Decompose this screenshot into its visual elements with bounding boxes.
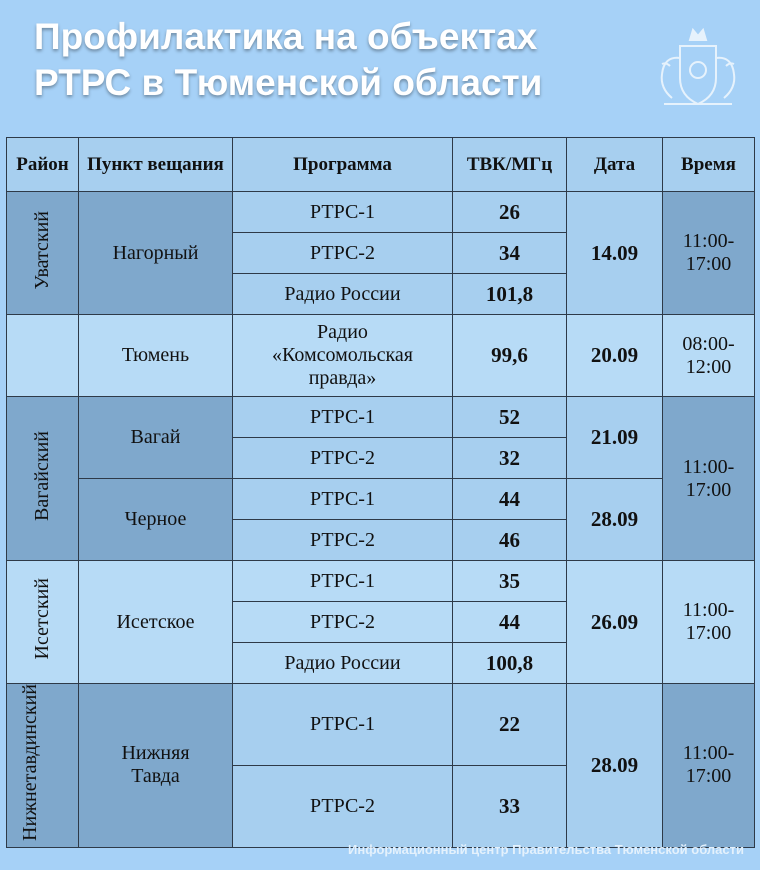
date-cell: 21.09 (567, 397, 663, 479)
table-header-row (7, 138, 755, 192)
freq-cell: 34 (453, 233, 567, 274)
maintenance-table (6, 137, 755, 848)
point-cell: Исетское (79, 561, 233, 684)
date-cell: 28.09 (567, 684, 663, 848)
point-cell: Черное (79, 479, 233, 561)
date-cell: 28.09 (567, 479, 663, 561)
program-cell: РТРС-2 (233, 520, 453, 561)
freq-cell: 99,6 (453, 315, 567, 397)
table-row (7, 561, 755, 602)
table-row (7, 192, 755, 233)
program-cell: РТРС-1 (233, 192, 453, 233)
header-point: Пункт вещания (79, 138, 233, 192)
freq-cell: 46 (453, 520, 567, 561)
program-cell: Радио России (233, 643, 453, 684)
page-title (34, 14, 634, 106)
date-cell: 20.09 (567, 315, 663, 397)
program-cell: РТРС-1 (233, 684, 453, 766)
time-cell: 08:00-12:00 (663, 315, 755, 397)
footer-credit: Информационный центр Правительства Тюменской области (348, 842, 744, 857)
program-cell: Радио «Комсомольская правда» (233, 315, 453, 397)
district-cell: Нижнетавдинский (7, 684, 79, 848)
freq-cell: 35 (453, 561, 567, 602)
freq-cell: 26 (453, 192, 567, 233)
program-cell: РТРС-1 (233, 561, 453, 602)
header-district: Район (7, 138, 79, 192)
date-cell: 26.09 (567, 561, 663, 684)
program-cell: РТРС-1 (233, 479, 453, 520)
district-cell: Уватский (7, 192, 79, 315)
freq-cell: 52 (453, 397, 567, 438)
time-cell: 11:00-17:00 (663, 684, 755, 848)
program-cell: РТРС-2 (233, 765, 453, 847)
title-line-2: РТРС в Тюменской области (34, 62, 543, 103)
time-cell: 11:00-17:00 (663, 561, 755, 684)
table-row (7, 397, 755, 438)
program-cell: Радио России (233, 274, 453, 315)
program-cell: РТРС-2 (233, 602, 453, 643)
freq-cell: 44 (453, 479, 567, 520)
program-cell: РТРС-2 (233, 233, 453, 274)
district-cell (7, 315, 79, 397)
freq-cell: 22 (453, 684, 567, 766)
date-cell: 14.09 (567, 192, 663, 315)
freq-cell: 101,8 (453, 274, 567, 315)
point-cell: Вагай (79, 397, 233, 479)
program-cell: РТРС-2 (233, 438, 453, 479)
time-cell: 11:00-17:00 (663, 397, 755, 561)
freq-cell: 32 (453, 438, 567, 479)
title-line-1: Профилактика на объектах (34, 16, 538, 57)
table-row (7, 479, 755, 520)
table-row (7, 315, 755, 397)
header-time: Время (663, 138, 755, 192)
district-cell: Вагайский (7, 397, 79, 561)
header-date: Дата (567, 138, 663, 192)
point-cell: Нижняя Тавда (79, 684, 233, 848)
header-freq: ТВК/МГц (453, 138, 567, 192)
freq-cell: 44 (453, 602, 567, 643)
freq-cell: 33 (453, 765, 567, 847)
district-cell: Исетский (7, 561, 79, 684)
time-cell: 11:00-17:00 (663, 192, 755, 315)
tyumen-coat-of-arms-icon (650, 18, 746, 114)
table-row (7, 684, 755, 766)
freq-cell: 100,8 (453, 643, 567, 684)
point-cell: Тюмень (79, 315, 233, 397)
point-cell: Нагорный (79, 192, 233, 315)
program-cell: РТРС-1 (233, 397, 453, 438)
header-program: Программа (233, 138, 453, 192)
